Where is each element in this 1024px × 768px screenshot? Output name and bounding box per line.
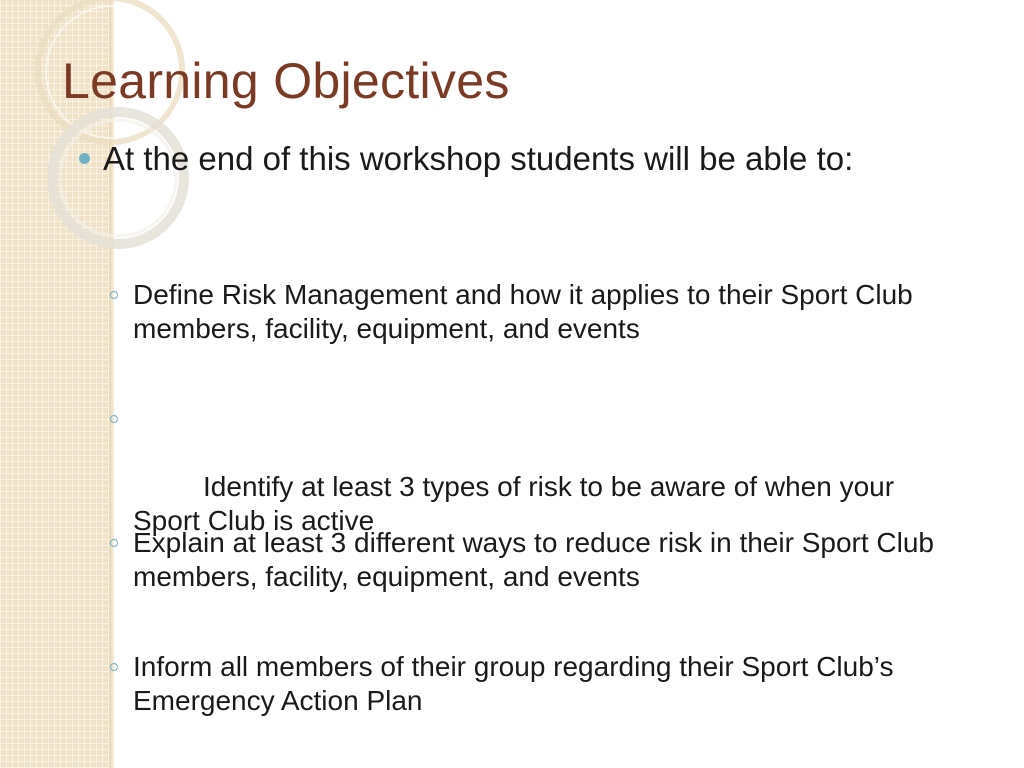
hollow-circle-bullet-icon <box>110 291 118 299</box>
slide-title: Learning Objectives <box>62 53 510 109</box>
hollow-circle-bullet-icon <box>110 539 118 547</box>
list-item-text: Inform all members of their group regarding their Sport Club’s Emergency Action Plan <box>133 651 894 716</box>
list-item <box>110 526 963 594</box>
main-bullet-text: At the end of this workshop students will be able to: <box>103 140 854 177</box>
slide-content <box>78 140 978 716</box>
hollow-circle-bullet-icon <box>110 415 118 423</box>
hollow-circle-bullet-icon <box>110 663 118 671</box>
main-bullet-point <box>78 140 963 177</box>
filled-circle-bullet-icon <box>79 153 90 164</box>
list-item <box>110 278 963 346</box>
list-item <box>110 650 963 718</box>
list-item-text: Define Risk Management and how it applies to their Sport Club members, facility, equipment, and events <box>133 279 913 344</box>
list-item-text: Identify at least 3 types of risk to be aware of when your Sport Club is active <box>133 471 902 536</box>
decorative-rings <box>0 0 200 260</box>
list-item-text: Explain at least 3 different ways to reduce risk in their Sport Club members, facility, equipment, and events <box>133 527 934 592</box>
